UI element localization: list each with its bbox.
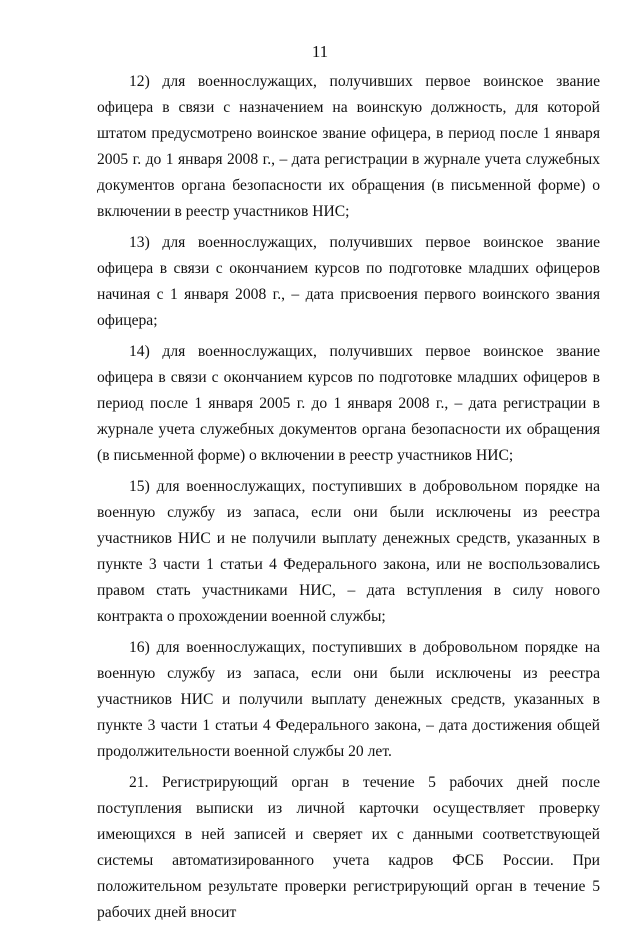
paragraph-item-16: 16) для военнослужащих, поступивших в добровольном порядке на военную службу из запаса, если они были исключены из реестра участников НИС и получили выплату денежных средств, указанных в пункте 3 части 1 статьи 4 Федерального закона, – дата достижения общей продолжительности военной службы 20 лет. <box>97 639 600 760</box>
page-number: 11 <box>311 42 329 61</box>
paragraph-item-15: 15) для военнослужащих, поступивших в добровольном порядке на военную службу из запаса, если они были исключены из реестра участников НИС и не получили выплату денежных средств, указанных в пункте 3 части 1 статьи 4 Федерального закона, или не воспользовались правом стать участниками НИС, – дата вступления в силу нового контракта о прохождении военной службы; <box>97 478 600 625</box>
document-body <box>97 69 600 931</box>
paragraph-item-13: 13) для военнослужащих, получивших первое воинское звание офицера в связи с окончанием курсов по подготовке младших офицеров начиная с 1 января 2008 г., – дата присвоения первого воинского звания офицера; <box>97 234 600 329</box>
paragraph-item-12: 12) для военнослужащих, получивших первое воинское звание офицера в связи с назначением на воинскую должность, для которой штатом предусмотрено воинское звание офицера, в период после 1 января 2005 г. до 1 января 2008 г., – дата регистрации в журнале учета служебных документов органа безопасности их обращения (в письменной форме) о включении в реестр участников НИС; <box>97 73 600 220</box>
paragraph-item-14: 14) для военнослужащих, получивших первое воинское звание офицера в связи с окончанием курсов по подготовке младших офицеров в период после 1 января 2005 г. до 1 января 2008 г., – дата регистрации в журнале учета служебных документов органа безопасности их обращения (в письменной форме) о включении в реестр участников НИС; <box>97 343 600 464</box>
paragraph-clause-21: 21. Регистрирующий орган в течение 5 рабочих дней после поступления выписки из личной карточки осуществляет проверку имеющихся в ней записей и сверяет их с данными соответствующей системы автоматизированного учета кадров ФСБ России. При положительном результате проверки регистрирующий орган в течение 5 рабочих дней вносит <box>97 774 600 921</box>
